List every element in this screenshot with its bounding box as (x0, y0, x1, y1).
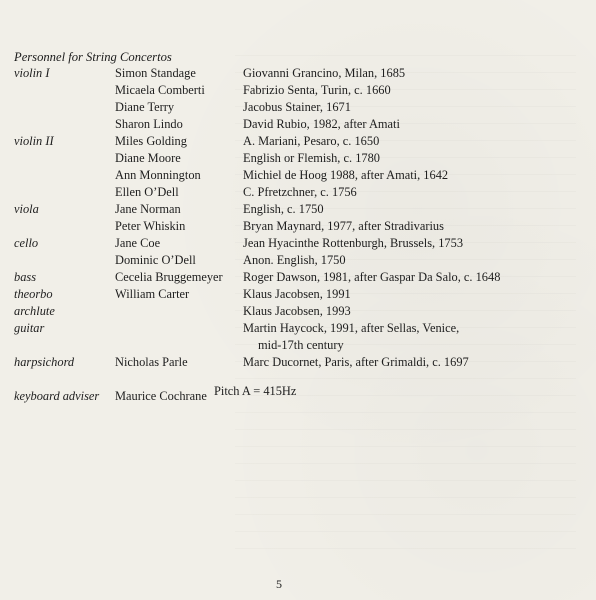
instrument-detail: Fabrizio Senta, Turin, c. 1660 (243, 83, 391, 97)
player-name: Diane Moore (115, 151, 181, 165)
role-label: violin II (14, 134, 54, 148)
page-number: 5 (276, 577, 282, 591)
personnel-row (0, 235, 596, 252)
personnel-row (0, 99, 596, 116)
role-label: viola (14, 202, 39, 216)
personnel-row (0, 201, 596, 218)
instrument-detail: Jacobus Stainer, 1671 (243, 100, 351, 114)
player-name: Jane Coe (115, 236, 161, 250)
page-heading: Personnel for String Concertos (14, 50, 172, 64)
personnel-row (0, 133, 596, 150)
instrument-detail: Michiel de Hoog 1988, after Amati, 1642 (243, 168, 449, 182)
role-label: archlute (14, 304, 55, 318)
personnel-row (0, 252, 596, 269)
personnel-row (0, 303, 596, 320)
player-name: Simon Standage (115, 66, 196, 80)
personnel-row (0, 388, 596, 405)
role-label: keyboard adviser (14, 389, 100, 403)
instrument-detail: Klaus Jacobsen, 1991 (243, 287, 351, 301)
player-name: Sharon Lindo (115, 117, 183, 131)
instrument-detail: David Rubio, 1982, after Amati (243, 117, 400, 131)
personnel-row (0, 320, 596, 337)
player-name: William Carter (115, 287, 190, 301)
personnel-row (0, 184, 596, 201)
player-name: Dominic O’Dell (115, 253, 196, 267)
personnel-row (0, 269, 596, 286)
personnel-row (0, 116, 596, 133)
personnel-row (0, 354, 596, 371)
player-name: Micaela Comberti (115, 83, 205, 97)
instrument-detail: Roger Dawson, 1981, after Gaspar Da Salo, c. 1648 (243, 270, 501, 284)
personnel-row (0, 65, 596, 82)
instrument-detail: English, c. 1750 (243, 202, 324, 216)
personnel-row (0, 286, 596, 303)
player-name: Cecelia Bruggemeyer (115, 270, 223, 284)
instrument-detail: Anon. English, 1750 (243, 253, 346, 267)
instrument-detail: A. Mariani, Pesaro, c. 1650 (243, 134, 380, 148)
role-label: guitar (14, 321, 45, 335)
player-name: Maurice Cochrane (115, 389, 207, 403)
player-name: Diane Terry (115, 100, 175, 114)
instrument-detail: Bryan Maynard, 1977, after Stradivarius (243, 219, 444, 233)
role-label: theorbo (14, 287, 53, 301)
role-label: violin I (14, 66, 50, 80)
player-name: Jane Norman (115, 202, 181, 216)
pitch-note: Pitch A = 415Hz (214, 384, 297, 398)
spacer (0, 371, 596, 388)
player-name: Nicholas Parle (115, 355, 188, 369)
player-name: Miles Golding (115, 134, 187, 148)
instrument-detail: English or Flemish, c. 1780 (243, 151, 380, 165)
instrument-detail: Martin Haycock, 1991, after Sellas, Venice, (243, 321, 460, 335)
player-name: Ellen O’Dell (115, 185, 179, 199)
role-label: harpsichord (14, 355, 75, 369)
personnel-row (0, 337, 596, 354)
instrument-detail: Marc Ducornet, Paris, after Grimaldi, c. 1697 (243, 355, 469, 369)
personnel-list (0, 65, 596, 405)
instrument-detail: Jean Hyacinthe Rottenburgh, Brussels, 1753 (243, 236, 464, 250)
role-label: bass (14, 270, 37, 284)
instrument-detail: Giovanni Grancino, Milan, 1685 (243, 66, 406, 80)
personnel-row (0, 167, 596, 184)
personnel-row (0, 218, 596, 235)
player-name: Peter Whiskin (115, 219, 186, 233)
player-name: Ann Monnington (115, 168, 201, 182)
instrument-detail: C. Pfretzchner, c. 1756 (243, 185, 357, 199)
instrument-detail: Klaus Jacobsen, 1993 (243, 304, 351, 318)
instrument-detail: mid-17th century (258, 338, 344, 352)
personnel-row (0, 82, 596, 99)
personnel-row (0, 150, 596, 167)
role-label: cello (14, 236, 39, 250)
